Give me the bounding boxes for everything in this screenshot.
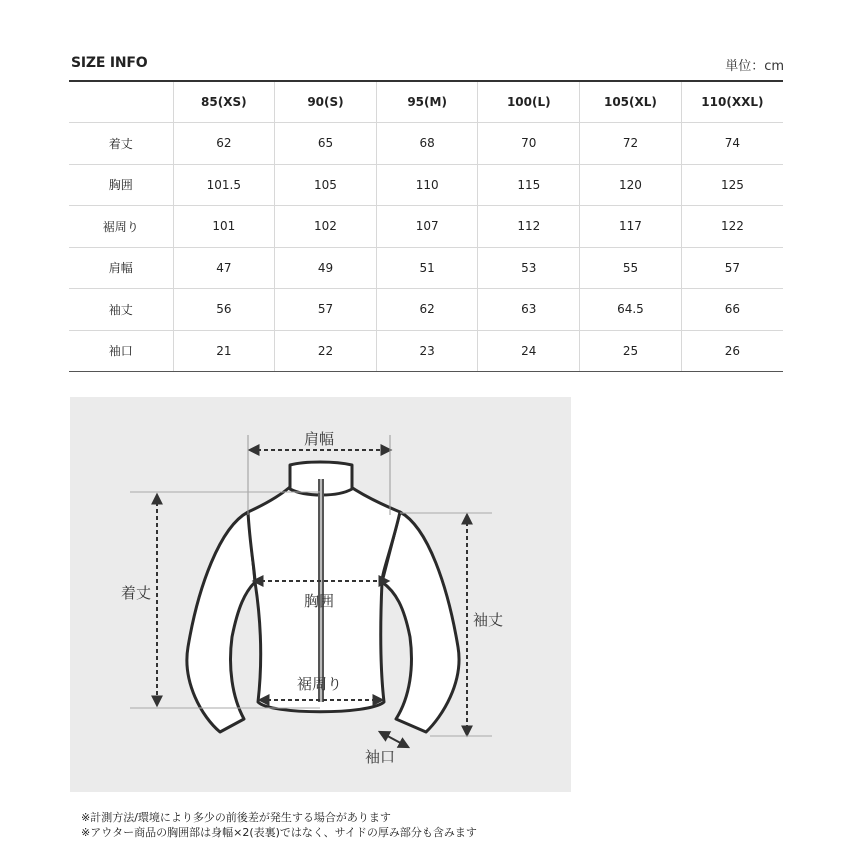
table-cell: 68 <box>376 123 478 165</box>
header-cell <box>69 81 173 123</box>
table-cell: 125 <box>681 164 783 206</box>
table-cell: 101.5 <box>173 164 275 206</box>
note-line: ※計測方法/環境により多少の前後差が発生する場合があります <box>81 811 391 824</box>
table-row <box>69 164 783 206</box>
measurement-diagram <box>70 397 571 792</box>
header-cell: 85(XS) <box>173 81 275 123</box>
size-info-title: SIZE INFO <box>71 55 148 71</box>
table-row <box>69 123 783 165</box>
header-cell: 100(L) <box>478 81 580 123</box>
table-cell: 53 <box>478 247 580 289</box>
table-cell: 63 <box>478 289 580 331</box>
cuff-label: 袖口 <box>365 748 396 766</box>
header-cell: 105(XL) <box>580 81 682 123</box>
table-header-row <box>69 81 783 123</box>
cuff-measure-line <box>380 732 408 747</box>
table-cell: 72 <box>580 123 682 165</box>
table-row <box>69 330 783 372</box>
table-cell: 70 <box>478 123 580 165</box>
table-cell: 21 <box>173 330 275 372</box>
table-cell: 57 <box>681 247 783 289</box>
table-cell: 23 <box>376 330 478 372</box>
table-cell: 102 <box>275 206 377 248</box>
table-cell: 47 <box>173 247 275 289</box>
table-cell: 26 <box>681 330 783 372</box>
row-label: 裾周り <box>69 206 173 248</box>
unit-label: 単位：cm <box>725 59 784 74</box>
note-line: ※アウター商品の胸囲部は身幅×2(表裏)ではなく、サイドの厚み部分も含みます <box>81 826 477 839</box>
table-cell: 62 <box>376 289 478 331</box>
header-cell: 90(S) <box>275 81 377 123</box>
table-cell: 107 <box>376 206 478 248</box>
table-cell: 122 <box>681 206 783 248</box>
row-label: 肩幅 <box>69 247 173 289</box>
sleeve-label: 袖丈 <box>473 611 504 629</box>
chest-label: 胸囲 <box>304 592 335 610</box>
table-cell: 64.5 <box>580 289 682 331</box>
table-row <box>69 206 783 248</box>
table-cell: 55 <box>580 247 682 289</box>
table-cell: 49 <box>275 247 377 289</box>
row-label: 着丈 <box>69 123 173 165</box>
table-cell: 110 <box>376 164 478 206</box>
table-cell: 57 <box>275 289 377 331</box>
table-cell: 74 <box>681 123 783 165</box>
table-cell: 112 <box>478 206 580 248</box>
row-label: 袖丈 <box>69 289 173 331</box>
table-cell: 56 <box>173 289 275 331</box>
table-cell: 115 <box>478 164 580 206</box>
shoulder-label: 肩幅 <box>304 430 335 448</box>
table-cell: 22 <box>275 330 377 372</box>
size-table <box>69 80 783 372</box>
length-label: 着丈 <box>121 584 152 602</box>
table-cell: 117 <box>580 206 682 248</box>
table-cell: 24 <box>478 330 580 372</box>
notes <box>81 810 477 840</box>
table-cell: 25 <box>580 330 682 372</box>
row-label: 胸囲 <box>69 164 173 206</box>
table-cell: 66 <box>681 289 783 331</box>
header-cell: 110(XXL) <box>681 81 783 123</box>
table-cell: 101 <box>173 206 275 248</box>
table-row <box>69 247 783 289</box>
header-cell: 95(M) <box>376 81 478 123</box>
table-cell: 51 <box>376 247 478 289</box>
row-label: 袖口 <box>69 330 173 372</box>
table-cell: 65 <box>275 123 377 165</box>
table-cell: 105 <box>275 164 377 206</box>
table-cell: 62 <box>173 123 275 165</box>
table-cell: 120 <box>580 164 682 206</box>
hem-label: 裾周り <box>297 675 343 693</box>
table-row <box>69 289 783 331</box>
